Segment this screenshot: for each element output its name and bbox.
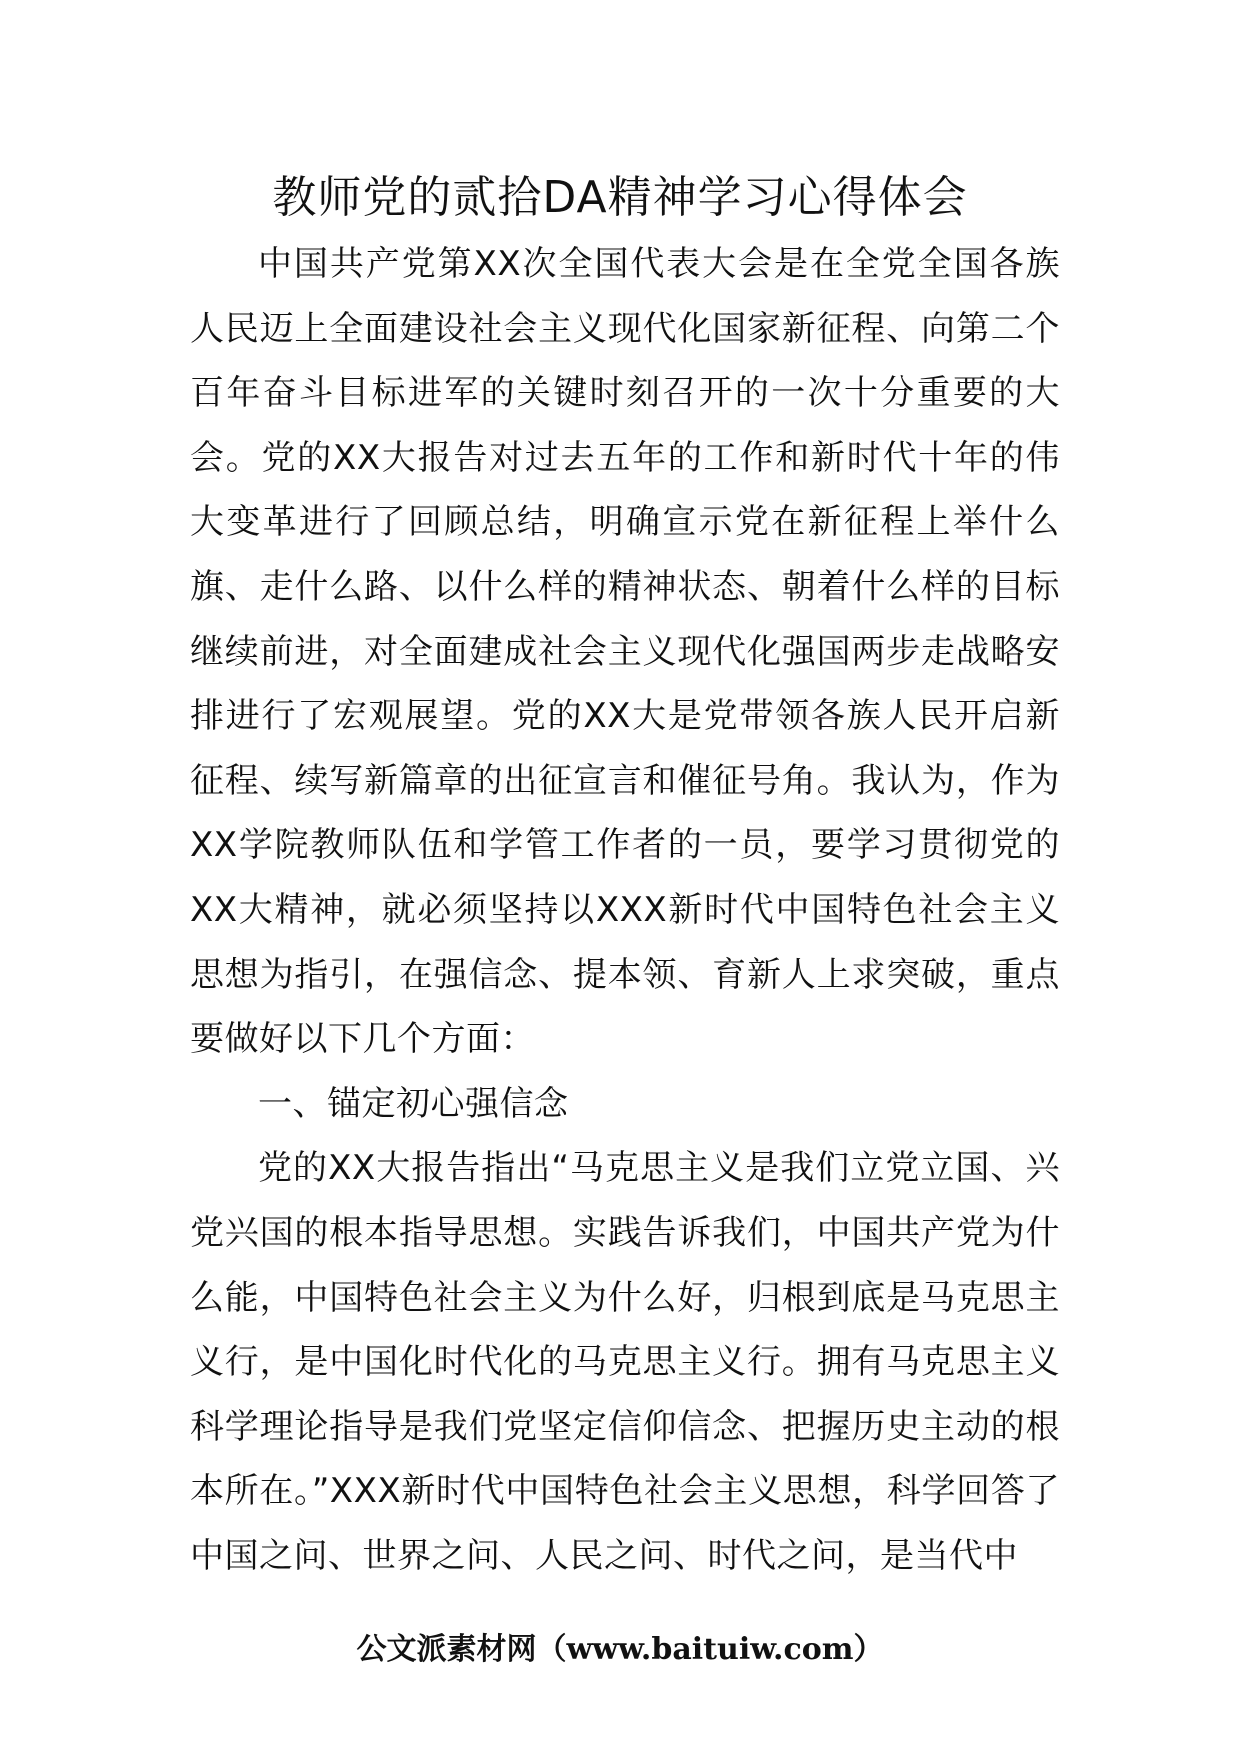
intro-paragraph: 中国共产党第XX次全国代表大会是在全党全国各族人民迈上全面建设社会主义现代化国家新征程、向第二个百年奋斗目标进军的关键时刻召开的一次十分重要的大会。党的XX大报告对过去五年的工作和新时代十年的伟大变革进行了回顾总结，明确宣示党在新征程上举什么旗、走什么路、以什么样的精神状态、朝着什么样的目标继续前进，对全面建成社会主义现代化强国两步走战略安排进行了宏观展望。党的XX大是党带领各族人民开启新征程、续写新篇章的出征宣言和催征号角。我认为，作为XX学院教师队伍和学管工作者的一员，要学习贯彻党的XX大精神，就必须坚持以XXX新时代中国特色社会主义思想为指引，在强信念、提本领、育新人上求突破，重点要做好以下几个方面：: [190, 244, 1060, 1060]
section-paragraph: 党的XX大报告指出“马克思主义是我们立党立国、兴党兴国的根本指导思想。实践告诉我们，中国共产党为什么能，中国特色社会主义为什么好，归根到底是马克思主义行，是中国化时代化的马克思主义行。拥有马克思主义科学理论指导是我们党坚定信仰信念、把握历史主动的根本所在。”XXX新时代中国特色社会主义思想，科学回答了中国之问、世界之问、人民之问、时代之问，是当代中: [190, 1148, 1060, 1576]
document-title: 教师党的贰拾DA精神学习心得体会: [272, 172, 968, 223]
section-heading: 一、锚定初心强信念: [258, 1083, 569, 1124]
footer-watermark: 公文派素材网（www.baituiw.com）: [356, 1632, 884, 1667]
document-body: [190, 232, 1060, 1588]
